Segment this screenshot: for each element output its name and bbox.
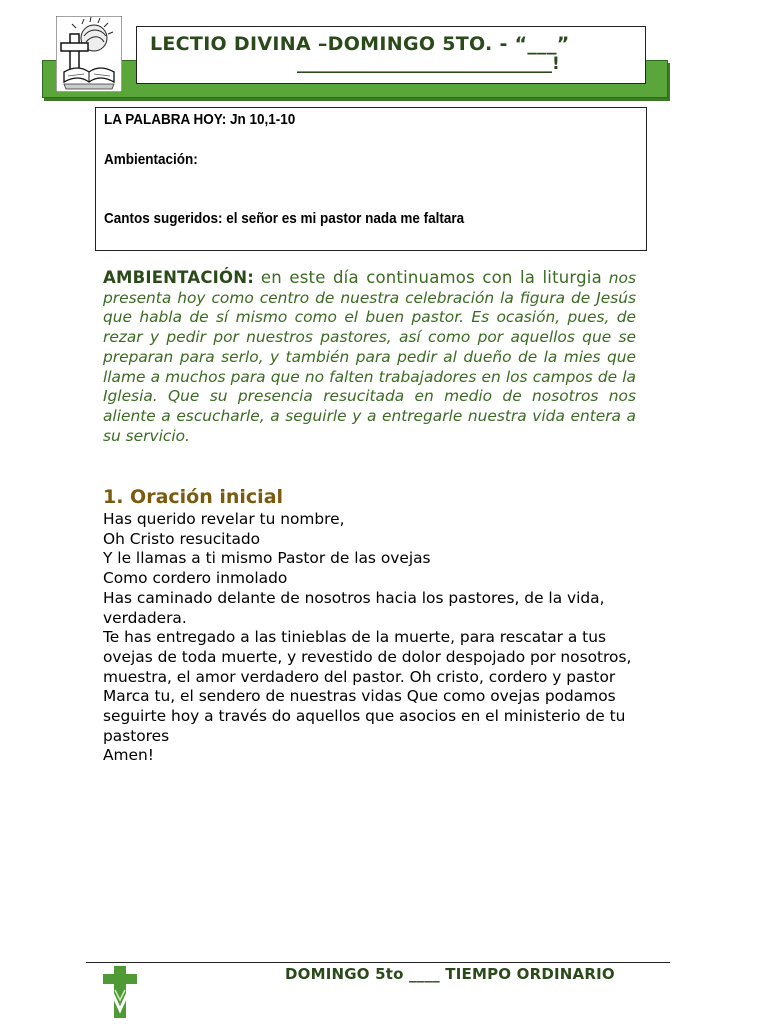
palabra-hoy: LA PALABRA HOY: Jn 10,1-10 — [104, 111, 296, 128]
prayer-line: Te has entregado a las tinieblas de la muerte, para rescatar a tus ovejas de toda muerte, y revestido de dolor despojado por nosotros, muestra, el amor verdadero del pastor. Oh cristo, cordero y pastor — [103, 628, 632, 686]
footer-divider — [86, 962, 670, 963]
prayer-text — [103, 510, 643, 766]
ambientacion-label: Ambientación: — [104, 151, 198, 168]
ambientacion-first-line: en este día continuamos con la liturgia — [260, 268, 602, 287]
prayer-line: Has querido revelar tu nombre, — [103, 510, 345, 528]
document-title: LECTIO DIVINA –DOMINGO 5TO. - “___” — [150, 33, 570, 55]
ambientacion-paragraph — [103, 268, 636, 446]
ambientacion-body: nos presenta hoy como centro de nuestra celebración la figura de Jesús que habla de sí mismo como el buen pastor. Es ocasión, pues, de rezar y pedir por nuestros pastores, así como por aquellos que se preparan para serlo, y también para pedir al dueño de la mies que llame a muchos para que no falten trabajadores en los campos de la Iglesia. Que su presencia resucitada en medio de nosotros nos aliente a escucharle, a seguirle y a entregarle nuestra vida entera a su servicio. — [103, 269, 636, 445]
oracion-inicial-heading: 1. Oración inicial — [103, 486, 284, 508]
prayer-line: Has caminado delante de nosotros hacia los pastores, de la vida, verdadera. — [103, 588, 605, 627]
reading-info-box — [95, 107, 647, 251]
prayer-line: Y le llamas a ti mismo Pastor de las ovejas — [103, 549, 431, 568]
lectio-divina-logo — [56, 16, 122, 92]
ambientacion-heading: AMBIENTACIÓN: — [103, 268, 255, 287]
title-box — [136, 26, 646, 84]
footer-cross-logo — [101, 966, 139, 1018]
prayer-line: Como cordero inmolado — [103, 569, 288, 588]
cantos-sugeridos: Cantos sugeridos: el señor es mi pastor nada me faltara — [104, 210, 465, 227]
prayer-line: Marca tu, el sendero de nuestras vidas Que como ovejas podamos seguirte hoy a través do aquellos que asocios en el ministerio de tu pastores — [103, 687, 626, 745]
footer-text: DOMINGO 5to ____ TIEMPO ORDINARIO — [285, 965, 615, 983]
title-blank-line: ______________________________! — [297, 54, 560, 74]
prayer-line: Oh Cristo resucitado — [103, 529, 261, 548]
prayer-line: Amen! — [103, 746, 154, 765]
